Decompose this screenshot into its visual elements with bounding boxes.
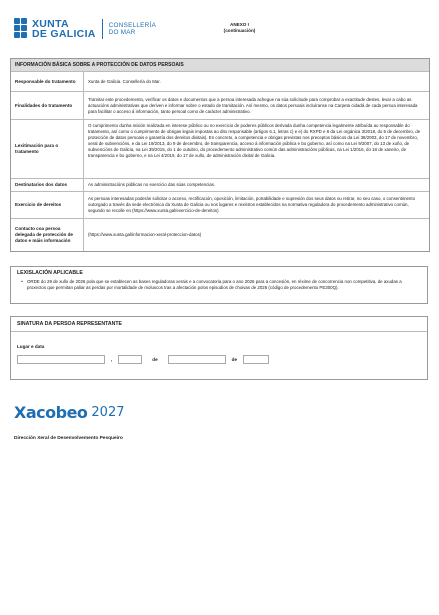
- table-row: [11, 178, 429, 191]
- bullet-icon: •: [21, 279, 23, 284]
- signature-box: [10, 316, 428, 380]
- list-item: [17, 279, 421, 291]
- legislation-box: [10, 266, 428, 304]
- row-label: Responsable do tratamento: [15, 78, 76, 84]
- data-protection-title: INFORMACIÓN BÁSICA SOBRE A PROTECCIÓN DE DATOS PERSOAIS: [11, 59, 429, 71]
- logo-line-1: XUNTA: [32, 18, 69, 30]
- row-value: As administracións públicas no exercicio das súas competencias.: [83, 179, 429, 191]
- signature-divider: [11, 331, 427, 332]
- row-label: Exercicio de dereitos: [15, 202, 62, 207]
- department-footer: Dirección Xeral de Desenvolvemento Pesqueiro: [14, 436, 123, 441]
- legislation-text: ORDE do 29 de xullo de 2026 pola que se establecen as bases reguladoras xerais e a convocatoria para o ano 2026 para a concesión, en réxime de concorrencia non competitiva, de axudas a proxectos que permitan paliar as perdas por mortalidade de moluscos tras a afectación polos episodios de choivas de 2026 (código de procedemento PE300Q).: [27, 279, 402, 290]
- row-value: Tramitar este procedemento, verificar os datos e documentos que a persoa interesada achegue na súa solicitude para comprobar a exactitude destes, levar a cabo as actuacións administrativas que deriven e informar sobre o estado de tramitación. Así mesmo, os datos persoais incluíranse na Carpeta cidadá de cada persoa interesada para facilitar o acceso á información, tanto persoal como de carácter administrativo.: [83, 92, 429, 119]
- data-protection-box: [10, 58, 430, 252]
- row-label: Finalidades do tratamento: [15, 102, 73, 108]
- row-value: As persoas interesadas poderán solicitar o acceso, rectificación, oposición, limitación, portabilidade e supresión dos seus datos ou retirar, no seu caso, o consentimento outorgado a través da sede electrónica da Xunta de Galicia ou nos lugares e rexistros establecidos na normativa reguladora do procedemento administrativo común, segundo se recolle en (https://www.xunta.gal/exercicio-de-dereitos): [83, 192, 429, 218]
- row-label: Contacto coa persoa delegada de protección de datos e máis información: [15, 226, 73, 243]
- legislation-title: LEXISLACIÓN APLICABLE: [17, 270, 83, 276]
- row-label: Destinatarios dos datos: [15, 182, 68, 187]
- table-row: [11, 71, 429, 91]
- row-value: O cumprimento dunha misión realizada en interese público ou no exercicio de poderes públicos derivada dunha competencia legalmente atribuída ao responsable do tratamento, así como o cumprimento de obrigas legais impostas ao dito responsable (artigos 6.1, letras c) e e) do RXPD e 8 da Lei orgánica 3/2018, do 5 de decembro, de protección de datos persoais e garantía dos dereitos dixitais). En concreto, a competencia e obrigas previstas nos preceptos básicos da Lei 38/2003, do 17 de novembro, xeral de subvencións, e da Lei 19/2013, do 9 de decembro, de transparencia, acceso á información pública e bo goberno, así como na Lei 9/2007, do 13 de xuño, de subvencións de Galicia, na Lei 39/2015, do 1 de outubro, do procedemento administrativo común das administracións públicas, na Lei 1/2016, do 18 de xaneiro, de transparencia e bo goberno, e na Lei 4/2019, do 17 de xullo, de administración dixital de Galicia.: [83, 120, 429, 178]
- table-row: [11, 191, 429, 218]
- dept-line-2: DO MAR: [108, 29, 136, 36]
- row-value-link[interactable]: (https://www.xunta.gal/informacion-xeral-proteccion-datos): [83, 219, 429, 251]
- row-label: Lexitimación para o tratamento: [15, 143, 59, 154]
- logo-line-2: DE GALICIA: [32, 28, 96, 40]
- table-row: [11, 91, 429, 119]
- year-input[interactable]: [243, 355, 269, 364]
- xacobeo-name: Xacobeo: [14, 403, 88, 422]
- xacobeo-logo: [14, 403, 125, 422]
- signature-title: SINATURA DA PERSOA REPRESENTANTE: [17, 321, 123, 327]
- place-date-fields: [17, 355, 421, 364]
- comma-separator: ,: [111, 357, 113, 362]
- place-date-label: Lugar e data: [17, 344, 45, 349]
- annex-title: ANEXO I: [230, 22, 249, 27]
- month-input[interactable]: [168, 355, 226, 364]
- xacobeo-year: 2027: [91, 405, 125, 420]
- day-input[interactable]: [118, 355, 142, 364]
- annex-heading: [0, 22, 439, 34]
- row-value: Xunta de Galicia. Consellería do Mar.: [83, 72, 429, 91]
- de-separator: de: [152, 357, 158, 362]
- annex-subtitle: (continuación): [223, 28, 256, 33]
- table-row: [11, 218, 429, 251]
- de-separator: de: [231, 357, 238, 362]
- dept-line-1: CONSELLERÍA: [108, 22, 157, 29]
- table-row: [11, 119, 429, 178]
- place-input[interactable]: [17, 355, 105, 364]
